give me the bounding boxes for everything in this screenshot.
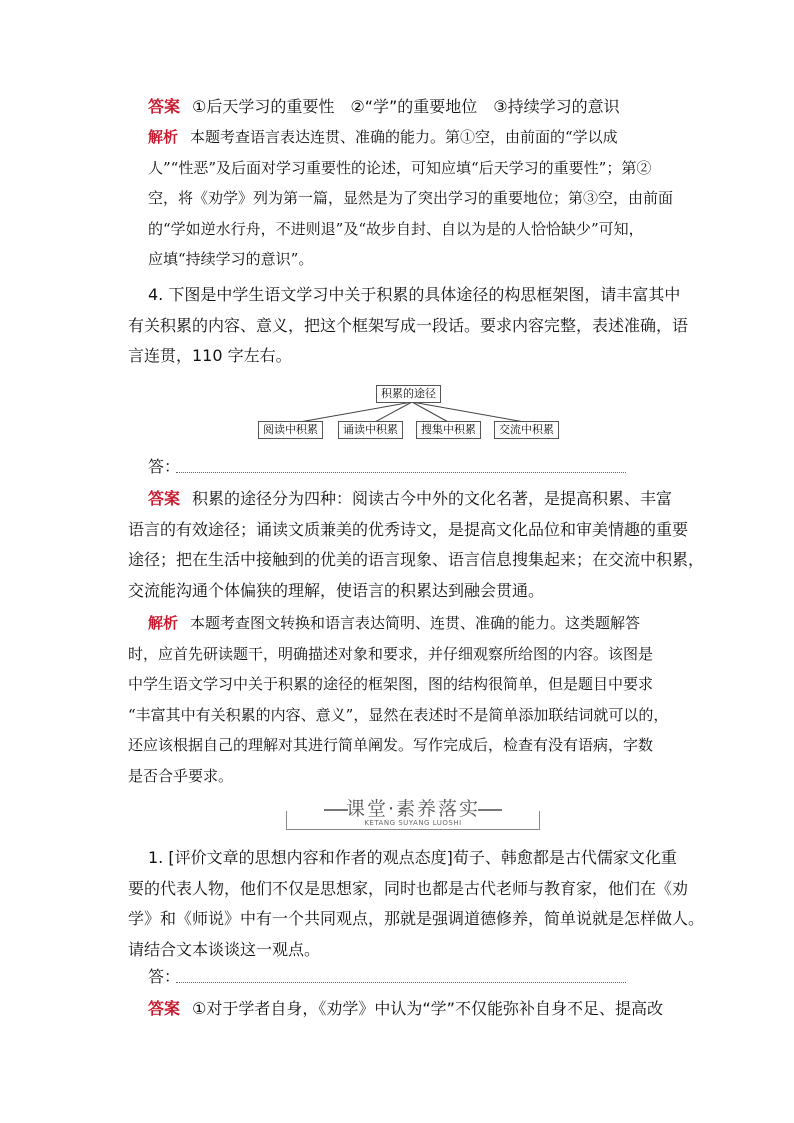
analysis-line: 是否合乎要求。 <box>128 766 234 785</box>
question-line: 请结合文本谈谈这一观点。 <box>128 939 321 959</box>
analysis-1 <box>148 122 680 275</box>
answer-line: 途径；把在生活中接触到的优美的语言现象、语言信息搜集起来；在交流中积累， <box>128 550 705 569</box>
diagram-node: 搜集中积累 <box>416 421 481 439</box>
question-line: 要的代表人物，他们不仅是思想家，同时也都是古代老师与教育家，他们在《劝 <box>128 878 689 898</box>
diagram-node: 阅读中积累 <box>258 421 323 439</box>
diagram-node: 交流中积累 <box>494 421 559 439</box>
section-subtitle: KETANG SUYANG LUOSHI <box>364 819 462 827</box>
diagram-root: 积累的途径 <box>376 385 441 403</box>
section-banner <box>286 797 540 833</box>
analysis-line: 时，应首先研读题干，明确描述对象和要求，并仔细观察所给图的内容。该图是 <box>128 644 654 663</box>
answer-tag: 答案 <box>148 97 181 116</box>
answer-4 <box>128 484 705 606</box>
analysis-tag: 解析 <box>148 614 179 632</box>
diagram-node: 诵读中积累 <box>338 421 403 439</box>
answer-tag: 答案 <box>148 489 181 508</box>
answer-blank-label: 答： <box>148 967 181 986</box>
question-line: 有关积累的内容、意义，把这个框架写成一段话。要求内容完整，表述准确，语 <box>128 315 689 335</box>
answer-q1 <box>148 994 680 1025</box>
analysis-line: 的“学如逆水行舟，不进则退”及“故步自封、自以为是的人恰恰缺少”可知， <box>148 219 644 238</box>
answer-line: 交流能沟通个体偏狭的理解，使语言的积累达到融会贯通。 <box>128 580 545 600</box>
analysis-line: 还应该根据自己的理解对其进行简单阐发。写作完成后，检查有没有语病，字数 <box>128 736 654 754</box>
analysis-line: 中学生语文学习中关于积累的途径的框架图，图的结构很简单，但是题目中要求 <box>128 675 654 693</box>
analysis-line: “丰富其中有关积累的内容、意义”，显然在表述时不是简单添加联结词就可以的， <box>128 705 669 724</box>
answer-tag: 答案 <box>148 999 181 1018</box>
answer-blank-line[interactable] <box>176 472 626 473</box>
analysis-line: 本题考查语言表达连贯、准确的能力。第①空，由前面的“学以成 <box>190 128 618 146</box>
answer-1 <box>148 92 680 123</box>
analysis-line: 空，将《劝学》列为第一篇，显然是为了突出学习的重要地位；第③空，由前面 <box>148 189 674 207</box>
question-4 <box>128 280 689 372</box>
framework-diagram <box>254 383 570 443</box>
question-line: 4. 下图是中学生语文学习中关于积累的具体途径的构思框架图，请丰富其中 <box>148 285 681 304</box>
answer-text: ①后天学习的重要性 ②“学”的重要地位 ③持续学习的意识 <box>192 97 620 116</box>
answer-blank-label: 答： <box>148 457 181 476</box>
analysis-line: 本题考查图文转换和语言表达简明、连贯、准确的能力。这类题解答 <box>190 614 641 632</box>
question-line: 学》和《师说》中有一个共同观点，那就是强调道德修养，简单说就是怎样做人。 <box>128 909 705 928</box>
answer-line: 积累的途径分为四种：阅读古今中外的文化名著，是提高积累、丰富 <box>192 489 673 508</box>
answer-text: ①对于学者自身，《劝学》中认为“学”不仅能弥补自身不足、提高改 <box>192 999 663 1018</box>
analysis-tag: 解析 <box>148 128 179 146</box>
analysis-line: 应填“持续学习的意识”。 <box>148 250 314 268</box>
answer-blank-line[interactable] <box>176 982 626 983</box>
analysis-line: 人”“性恶”及后面对学习重要性的论述，可知应填“后天学习的重要性”；第② <box>148 158 652 177</box>
answer-line: 语言的有效途径；诵读文质兼美的优秀诗文，是提高文化品位和审美情趣的重要 <box>128 519 689 539</box>
question-line: 1. [评价文章的思想内容和作者的观点态度]荀子、韩愈都是古代儒家文化重 <box>148 848 677 867</box>
question-line: 言连贯，110 字左右。 <box>128 346 292 365</box>
analysis-4 <box>128 608 680 791</box>
question-1 <box>128 843 705 965</box>
section-title: 课堂·素养落实 <box>345 798 481 820</box>
